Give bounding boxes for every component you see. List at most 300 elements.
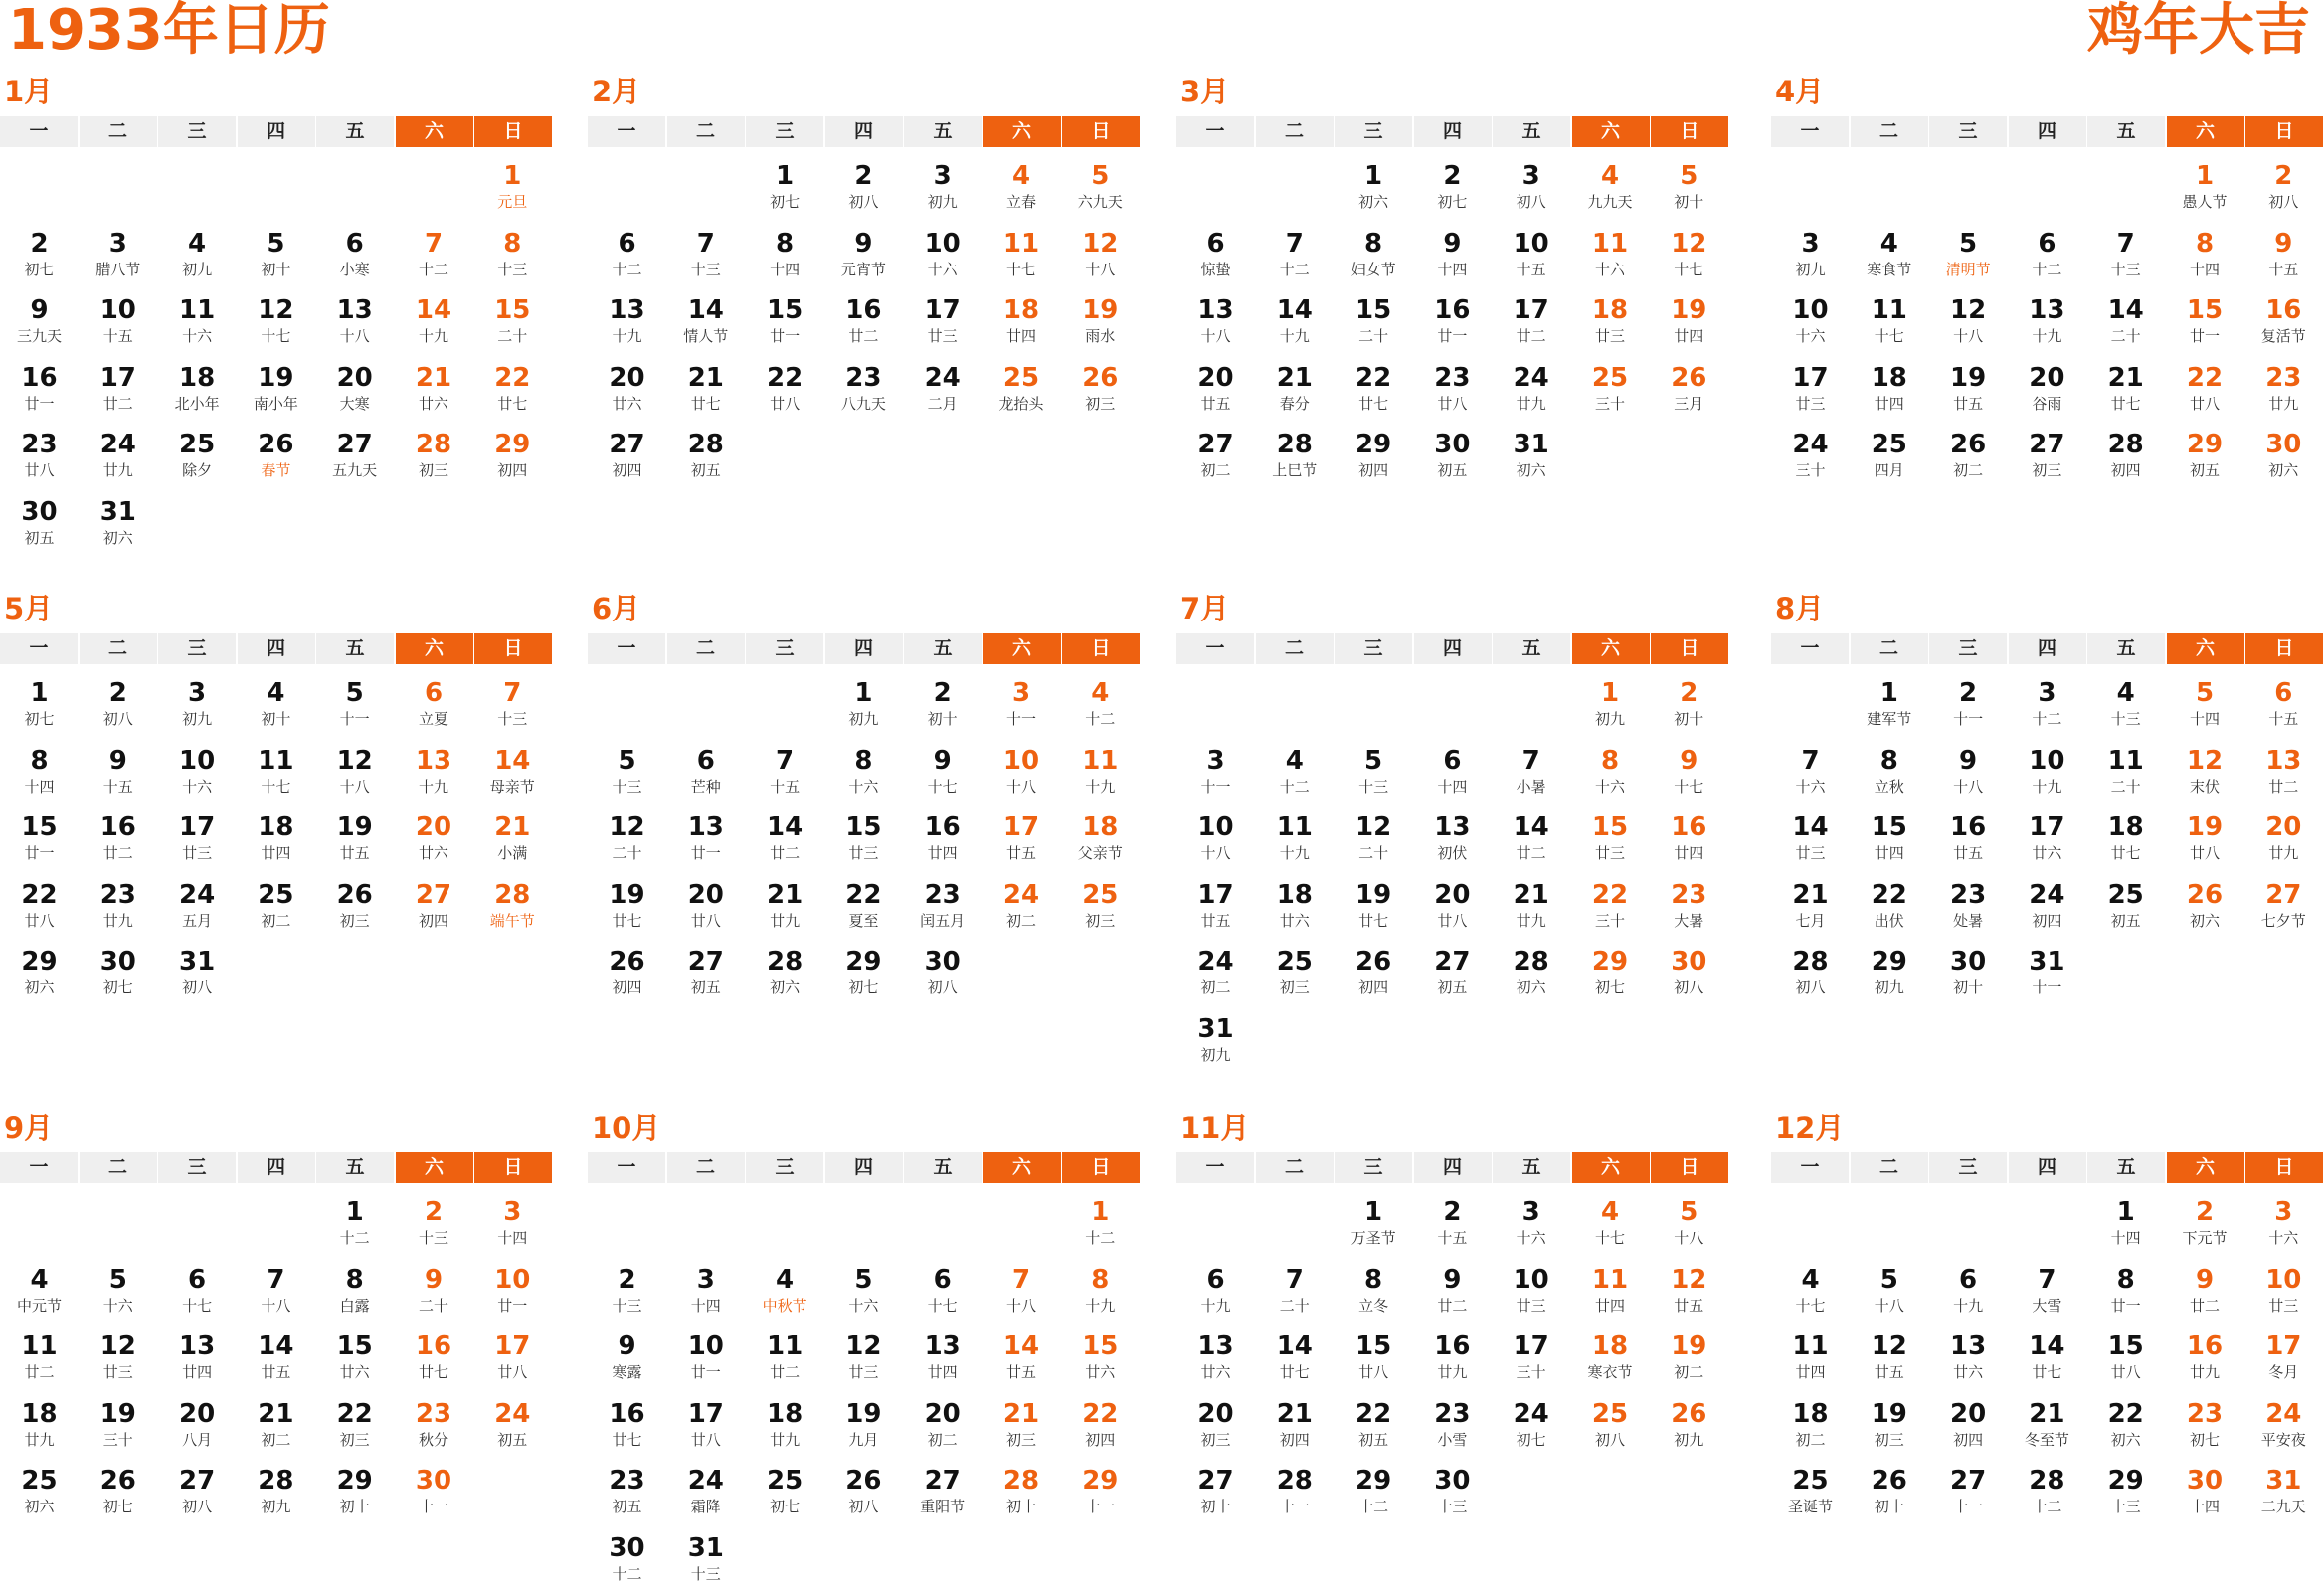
day-cell[interactable] — [237, 358, 315, 424]
day-cell[interactable] — [395, 358, 473, 424]
day-cell[interactable] — [1571, 358, 1650, 424]
day-cell[interactable] — [158, 358, 237, 424]
day-cell[interactable] — [1492, 875, 1570, 941]
day-cell[interactable] — [1850, 673, 1928, 739]
day-cell[interactable] — [1929, 1461, 2008, 1526]
day-cell[interactable] — [746, 1327, 824, 1392]
day-cell[interactable] — [0, 1260, 79, 1326]
day-cell[interactable] — [1335, 1260, 1413, 1326]
day-cell[interactable] — [1850, 425, 1928, 490]
day-cell[interactable] — [1850, 741, 1928, 806]
day-cell[interactable] — [395, 1394, 473, 1460]
day-cell[interactable] — [1335, 358, 1413, 424]
day-cell[interactable] — [79, 807, 157, 873]
day-cell[interactable] — [158, 741, 237, 806]
day-cell[interactable] — [1929, 1260, 2008, 1326]
day-cell[interactable] — [1492, 156, 1570, 222]
day-cell[interactable] — [2244, 1461, 2323, 1526]
day-cell[interactable] — [746, 358, 824, 424]
day-cell[interactable] — [2086, 358, 2165, 424]
day-cell[interactable] — [824, 156, 903, 222]
day-cell[interactable] — [1571, 156, 1650, 222]
day-cell[interactable] — [1929, 425, 2008, 490]
day-cell[interactable] — [1335, 290, 1413, 356]
day-cell[interactable] — [1335, 1461, 1413, 1526]
day-cell[interactable] — [903, 358, 982, 424]
day-cell[interactable] — [79, 425, 157, 490]
day-cell[interactable] — [666, 741, 745, 806]
day-cell[interactable] — [1176, 290, 1255, 356]
day-cell[interactable] — [158, 673, 237, 739]
day-cell[interactable] — [1492, 1327, 1570, 1392]
day-cell[interactable] — [1850, 807, 1928, 873]
day-cell[interactable] — [1650, 1394, 1728, 1460]
day-cell[interactable] — [666, 875, 745, 941]
day-cell[interactable] — [2166, 1192, 2244, 1258]
day-cell[interactable] — [2008, 942, 2086, 1007]
day-cell[interactable] — [0, 224, 79, 289]
day-cell[interactable] — [824, 1260, 903, 1326]
day-cell[interactable] — [1176, 1009, 1255, 1075]
day-cell[interactable] — [1571, 1192, 1650, 1258]
day-cell[interactable] — [2086, 1260, 2165, 1326]
day-cell[interactable] — [237, 807, 315, 873]
day-cell[interactable] — [395, 1327, 473, 1392]
day-cell[interactable] — [746, 156, 824, 222]
day-cell[interactable] — [395, 807, 473, 873]
day-cell[interactable] — [1176, 1461, 1255, 1526]
day-cell[interactable] — [1850, 875, 1928, 941]
day-cell[interactable] — [1929, 741, 2008, 806]
day-cell[interactable] — [1571, 942, 1650, 1007]
day-cell[interactable] — [79, 290, 157, 356]
day-cell[interactable] — [1176, 1260, 1255, 1326]
day-cell[interactable] — [158, 875, 237, 941]
day-cell[interactable] — [1929, 1394, 2008, 1460]
day-cell[interactable] — [1492, 358, 1570, 424]
day-cell[interactable] — [1771, 875, 1850, 941]
day-cell[interactable] — [1929, 673, 2008, 739]
day-cell[interactable] — [1413, 1260, 1492, 1326]
day-cell[interactable] — [473, 290, 552, 356]
day-cell[interactable] — [395, 673, 473, 739]
day-cell[interactable] — [79, 1461, 157, 1526]
day-cell[interactable] — [1771, 807, 1850, 873]
day-cell[interactable] — [2244, 1260, 2323, 1326]
day-cell[interactable] — [903, 741, 982, 806]
day-cell[interactable] — [1335, 156, 1413, 222]
day-cell[interactable] — [1492, 807, 1570, 873]
day-cell[interactable] — [903, 1327, 982, 1392]
day-cell[interactable] — [1061, 1461, 1140, 1526]
day-cell[interactable] — [1176, 807, 1255, 873]
day-cell[interactable] — [1061, 1192, 1140, 1258]
day-cell[interactable] — [2166, 1394, 2244, 1460]
day-cell[interactable] — [315, 875, 394, 941]
day-cell[interactable] — [2008, 807, 2086, 873]
day-cell[interactable] — [79, 875, 157, 941]
day-cell[interactable] — [666, 290, 745, 356]
day-cell[interactable] — [1176, 1394, 1255, 1460]
day-cell[interactable] — [983, 673, 1061, 739]
day-cell[interactable] — [315, 673, 394, 739]
day-cell[interactable] — [2086, 1192, 2165, 1258]
day-cell[interactable] — [79, 1260, 157, 1326]
day-cell[interactable] — [983, 1260, 1061, 1326]
day-cell[interactable] — [824, 1327, 903, 1392]
day-cell[interactable] — [1255, 425, 1334, 490]
day-cell[interactable] — [903, 875, 982, 941]
day-cell[interactable] — [1650, 290, 1728, 356]
day-cell[interactable] — [1571, 1394, 1650, 1460]
day-cell[interactable] — [2086, 1461, 2165, 1526]
day-cell[interactable] — [1413, 156, 1492, 222]
day-cell[interactable] — [237, 1327, 315, 1392]
day-cell[interactable] — [2244, 156, 2323, 222]
day-cell[interactable] — [237, 224, 315, 289]
day-cell[interactable] — [237, 425, 315, 490]
day-cell[interactable] — [473, 156, 552, 222]
day-cell[interactable] — [158, 224, 237, 289]
day-cell[interactable] — [2086, 741, 2165, 806]
day-cell[interactable] — [473, 224, 552, 289]
day-cell[interactable] — [1061, 741, 1140, 806]
day-cell[interactable] — [1255, 807, 1334, 873]
day-cell[interactable] — [1335, 942, 1413, 1007]
day-cell[interactable] — [1413, 875, 1492, 941]
day-cell[interactable] — [1335, 807, 1413, 873]
day-cell[interactable] — [79, 1394, 157, 1460]
day-cell[interactable] — [1492, 1260, 1570, 1326]
day-cell[interactable] — [315, 358, 394, 424]
day-cell[interactable] — [2166, 224, 2244, 289]
day-cell[interactable] — [1929, 358, 2008, 424]
day-cell[interactable] — [2166, 1461, 2244, 1526]
day-cell[interactable] — [1571, 1260, 1650, 1326]
day-cell[interactable] — [1850, 358, 1928, 424]
day-cell[interactable] — [395, 1260, 473, 1326]
day-cell[interactable] — [666, 942, 745, 1007]
day-cell[interactable] — [79, 224, 157, 289]
day-cell[interactable] — [2166, 875, 2244, 941]
day-cell[interactable] — [2008, 875, 2086, 941]
day-cell[interactable] — [1335, 741, 1413, 806]
day-cell[interactable] — [1650, 875, 1728, 941]
day-cell[interactable] — [1771, 1260, 1850, 1326]
day-cell[interactable] — [1255, 358, 1334, 424]
day-cell[interactable] — [903, 1260, 982, 1326]
day-cell[interactable] — [1335, 224, 1413, 289]
day-cell[interactable] — [1850, 224, 1928, 289]
day-cell[interactable] — [1061, 290, 1140, 356]
day-cell[interactable] — [2008, 673, 2086, 739]
day-cell[interactable] — [237, 290, 315, 356]
day-cell[interactable] — [1176, 741, 1255, 806]
day-cell[interactable] — [2244, 673, 2323, 739]
day-cell[interactable] — [983, 1327, 1061, 1392]
day-cell[interactable] — [473, 673, 552, 739]
day-cell[interactable] — [1771, 942, 1850, 1007]
day-cell[interactable] — [588, 290, 666, 356]
day-cell[interactable] — [666, 224, 745, 289]
day-cell[interactable] — [2244, 358, 2323, 424]
day-cell[interactable] — [2008, 1461, 2086, 1526]
day-cell[interactable] — [158, 1327, 237, 1392]
day-cell[interactable] — [588, 1394, 666, 1460]
day-cell[interactable] — [2244, 875, 2323, 941]
day-cell[interactable] — [588, 1461, 666, 1526]
day-cell[interactable] — [824, 290, 903, 356]
day-cell[interactable] — [2086, 1394, 2165, 1460]
day-cell[interactable] — [1255, 1461, 1334, 1526]
day-cell[interactable] — [2008, 741, 2086, 806]
day-cell[interactable] — [666, 358, 745, 424]
day-cell[interactable] — [2244, 807, 2323, 873]
day-cell[interactable] — [2244, 741, 2323, 806]
day-cell[interactable] — [1650, 224, 1728, 289]
day-cell[interactable] — [824, 807, 903, 873]
day-cell[interactable] — [473, 1192, 552, 1258]
day-cell[interactable] — [1771, 290, 1850, 356]
day-cell[interactable] — [1413, 1394, 1492, 1460]
day-cell[interactable] — [1571, 290, 1650, 356]
day-cell[interactable] — [824, 224, 903, 289]
day-cell[interactable] — [237, 1394, 315, 1460]
day-cell[interactable] — [824, 358, 903, 424]
day-cell[interactable] — [746, 741, 824, 806]
day-cell[interactable] — [395, 290, 473, 356]
day-cell[interactable] — [983, 1394, 1061, 1460]
day-cell[interactable] — [315, 1394, 394, 1460]
day-cell[interactable] — [2244, 1394, 2323, 1460]
day-cell[interactable] — [588, 224, 666, 289]
day-cell[interactable] — [0, 492, 79, 558]
day-cell[interactable] — [1255, 290, 1334, 356]
day-cell[interactable] — [1650, 1327, 1728, 1392]
day-cell[interactable] — [0, 807, 79, 873]
day-cell[interactable] — [1571, 1327, 1650, 1392]
day-cell[interactable] — [746, 1461, 824, 1526]
day-cell[interactable] — [315, 1461, 394, 1526]
day-cell[interactable] — [983, 741, 1061, 806]
day-cell[interactable] — [1492, 1192, 1570, 1258]
day-cell[interactable] — [983, 1461, 1061, 1526]
day-cell[interactable] — [2244, 1192, 2323, 1258]
day-cell[interactable] — [588, 875, 666, 941]
day-cell[interactable] — [1176, 358, 1255, 424]
day-cell[interactable] — [666, 425, 745, 490]
day-cell[interactable] — [1413, 942, 1492, 1007]
day-cell[interactable] — [2166, 673, 2244, 739]
day-cell[interactable] — [0, 1394, 79, 1460]
day-cell[interactable] — [395, 741, 473, 806]
day-cell[interactable] — [903, 942, 982, 1007]
day-cell[interactable] — [1850, 942, 1928, 1007]
day-cell[interactable] — [79, 1327, 157, 1392]
day-cell[interactable] — [1492, 942, 1570, 1007]
day-cell[interactable] — [395, 875, 473, 941]
day-cell[interactable] — [0, 673, 79, 739]
day-cell[interactable] — [746, 875, 824, 941]
day-cell[interactable] — [315, 807, 394, 873]
day-cell[interactable] — [2086, 807, 2165, 873]
day-cell[interactable] — [0, 875, 79, 941]
day-cell[interactable] — [473, 1394, 552, 1460]
day-cell[interactable] — [824, 1461, 903, 1526]
day-cell[interactable] — [666, 1394, 745, 1460]
day-cell[interactable] — [588, 741, 666, 806]
day-cell[interactable] — [158, 942, 237, 1007]
day-cell[interactable] — [1061, 1394, 1140, 1460]
day-cell[interactable] — [903, 1461, 982, 1526]
day-cell[interactable] — [1413, 290, 1492, 356]
day-cell[interactable] — [2086, 425, 2165, 490]
day-cell[interactable] — [1571, 741, 1650, 806]
day-cell[interactable] — [2086, 290, 2165, 356]
day-cell[interactable] — [1335, 1394, 1413, 1460]
day-cell[interactable] — [2086, 1327, 2165, 1392]
day-cell[interactable] — [2166, 1260, 2244, 1326]
day-cell[interactable] — [746, 290, 824, 356]
day-cell[interactable] — [1176, 942, 1255, 1007]
day-cell[interactable] — [1771, 358, 1850, 424]
day-cell[interactable] — [1650, 741, 1728, 806]
day-cell[interactable] — [473, 1260, 552, 1326]
day-cell[interactable] — [2244, 224, 2323, 289]
day-cell[interactable] — [983, 290, 1061, 356]
day-cell[interactable] — [1335, 1192, 1413, 1258]
day-cell[interactable] — [158, 425, 237, 490]
day-cell[interactable] — [1413, 224, 1492, 289]
day-cell[interactable] — [1771, 1327, 1850, 1392]
day-cell[interactable] — [1061, 358, 1140, 424]
day-cell[interactable] — [1492, 290, 1570, 356]
day-cell[interactable] — [1335, 1327, 1413, 1392]
day-cell[interactable] — [1335, 875, 1413, 941]
day-cell[interactable] — [473, 358, 552, 424]
day-cell[interactable] — [1176, 425, 1255, 490]
day-cell[interactable] — [588, 1327, 666, 1392]
day-cell[interactable] — [473, 1327, 552, 1392]
day-cell[interactable] — [1335, 425, 1413, 490]
day-cell[interactable] — [1771, 1394, 1850, 1460]
day-cell[interactable] — [237, 875, 315, 941]
day-cell[interactable] — [2008, 224, 2086, 289]
day-cell[interactable] — [79, 358, 157, 424]
day-cell[interactable] — [2008, 425, 2086, 490]
day-cell[interactable] — [158, 1461, 237, 1526]
day-cell[interactable] — [2166, 290, 2244, 356]
day-cell[interactable] — [395, 1461, 473, 1526]
day-cell[interactable] — [1850, 1260, 1928, 1326]
day-cell[interactable] — [79, 492, 157, 558]
day-cell[interactable] — [2166, 807, 2244, 873]
day-cell[interactable] — [666, 1461, 745, 1526]
day-cell[interactable] — [1650, 1192, 1728, 1258]
day-cell[interactable] — [1650, 1260, 1728, 1326]
day-cell[interactable] — [1061, 673, 1140, 739]
day-cell[interactable] — [1413, 425, 1492, 490]
day-cell[interactable] — [158, 1260, 237, 1326]
day-cell[interactable] — [315, 224, 394, 289]
day-cell[interactable] — [2166, 358, 2244, 424]
day-cell[interactable] — [1176, 1327, 1255, 1392]
day-cell[interactable] — [666, 1528, 745, 1594]
day-cell[interactable] — [1413, 1192, 1492, 1258]
day-cell[interactable] — [2244, 1327, 2323, 1392]
day-cell[interactable] — [588, 425, 666, 490]
day-cell[interactable] — [395, 425, 473, 490]
day-cell[interactable] — [237, 1260, 315, 1326]
day-cell[interactable] — [666, 807, 745, 873]
day-cell[interactable] — [1255, 1394, 1334, 1460]
day-cell[interactable] — [2244, 425, 2323, 490]
day-cell[interactable] — [1176, 224, 1255, 289]
day-cell[interactable] — [746, 807, 824, 873]
day-cell[interactable] — [1255, 1260, 1334, 1326]
day-cell[interactable] — [666, 1327, 745, 1392]
day-cell[interactable] — [1771, 224, 1850, 289]
day-cell[interactable] — [79, 741, 157, 806]
day-cell[interactable] — [1650, 156, 1728, 222]
day-cell[interactable] — [983, 875, 1061, 941]
day-cell[interactable] — [1850, 1461, 1928, 1526]
day-cell[interactable] — [473, 425, 552, 490]
day-cell[interactable] — [824, 1394, 903, 1460]
day-cell[interactable] — [79, 673, 157, 739]
day-cell[interactable] — [1929, 875, 2008, 941]
day-cell[interactable] — [666, 1260, 745, 1326]
day-cell[interactable] — [315, 1260, 394, 1326]
day-cell[interactable] — [903, 807, 982, 873]
day-cell[interactable] — [746, 1394, 824, 1460]
day-cell[interactable] — [1850, 1394, 1928, 1460]
day-cell[interactable] — [1571, 875, 1650, 941]
day-cell[interactable] — [903, 673, 982, 739]
day-cell[interactable] — [2244, 290, 2323, 356]
day-cell[interactable] — [588, 1260, 666, 1326]
day-cell[interactable] — [2008, 1394, 2086, 1460]
day-cell[interactable] — [1929, 942, 2008, 1007]
day-cell[interactable] — [0, 1461, 79, 1526]
day-cell[interactable] — [1061, 224, 1140, 289]
day-cell[interactable] — [1255, 875, 1334, 941]
day-cell[interactable] — [903, 290, 982, 356]
day-cell[interactable] — [824, 875, 903, 941]
day-cell[interactable] — [1850, 1327, 1928, 1392]
day-cell[interactable] — [824, 673, 903, 739]
day-cell[interactable] — [2166, 741, 2244, 806]
day-cell[interactable] — [1413, 1327, 1492, 1392]
day-cell[interactable] — [473, 741, 552, 806]
day-cell[interactable] — [0, 290, 79, 356]
day-cell[interactable] — [1492, 1394, 1570, 1460]
day-cell[interactable] — [2086, 875, 2165, 941]
day-cell[interactable] — [315, 290, 394, 356]
day-cell[interactable] — [473, 875, 552, 941]
day-cell[interactable] — [903, 156, 982, 222]
day-cell[interactable] — [473, 807, 552, 873]
day-cell[interactable] — [2166, 156, 2244, 222]
day-cell[interactable] — [983, 224, 1061, 289]
day-cell[interactable] — [1255, 942, 1334, 1007]
day-cell[interactable] — [746, 224, 824, 289]
day-cell[interactable] — [1571, 673, 1650, 739]
day-cell[interactable] — [79, 942, 157, 1007]
day-cell[interactable] — [1650, 807, 1728, 873]
day-cell[interactable] — [2008, 358, 2086, 424]
day-cell[interactable] — [824, 741, 903, 806]
